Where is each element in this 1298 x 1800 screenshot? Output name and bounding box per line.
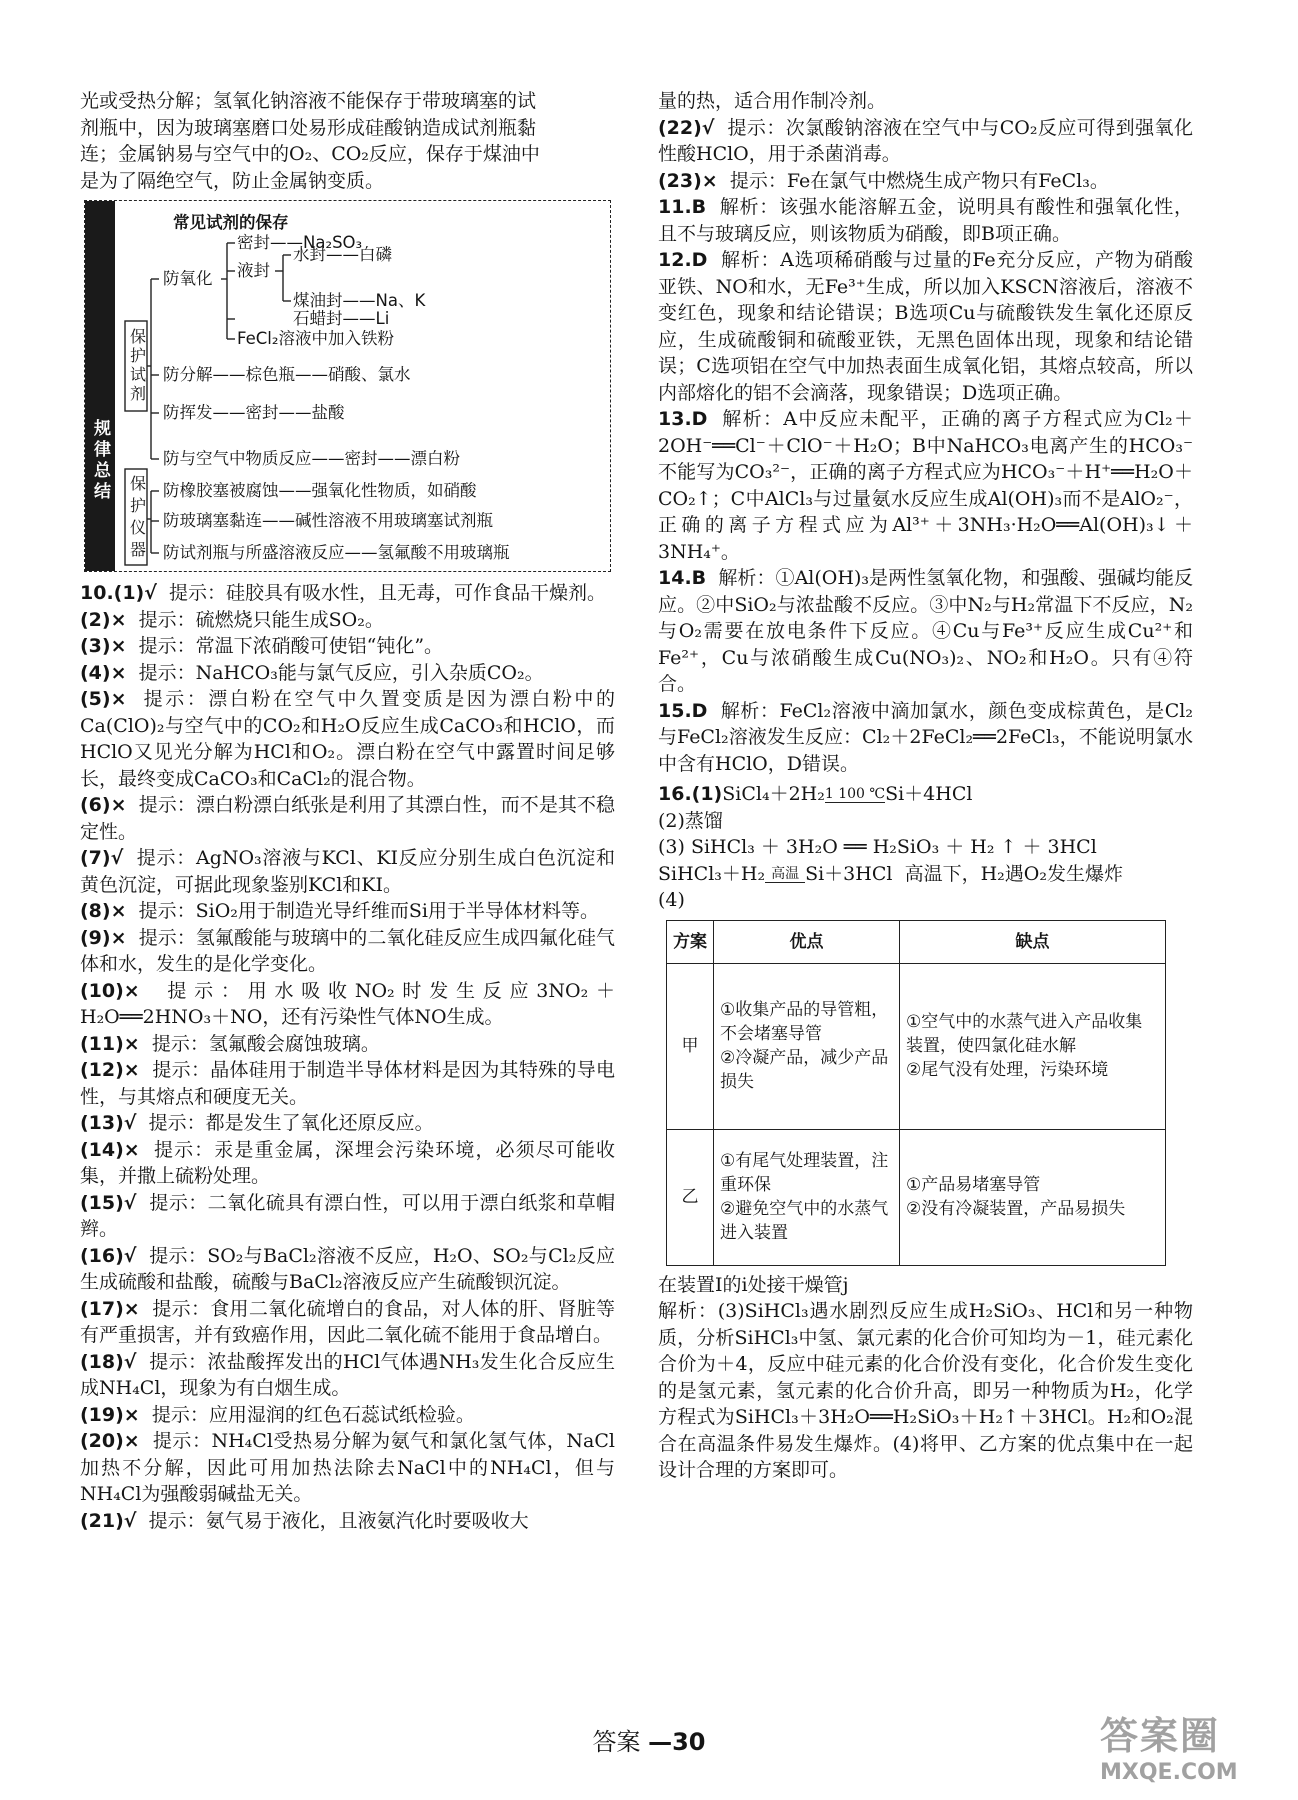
q16-after-table: 在装置Ⅰ的i处接干燥管j	[658, 1273, 849, 1296]
item-text: 提示：AgNO₃溶液与KCl、KI反应分别生成白色沉淀和黄色沉淀，可据此现象鉴别KCl和KI。	[80, 847, 615, 896]
intro-line: 连；金属钠易与空气中的O₂、CO₂反应，保存于煤油中	[80, 143, 540, 165]
answer-item	[80, 978, 615, 1031]
answer-item	[80, 633, 615, 660]
anti-glass-sticking: 防玻璃塞黏连——碱性溶液不用玻璃塞试剂瓶	[163, 511, 493, 530]
pros-cell	[714, 963, 900, 1129]
item-text: 提示：NH₄Cl受热易分解为氨气和氯化氢气体，NaCl加热不分解，因此可用加热法除去NaCl中的NH₄Cl，但与NH₄Cl为强酸弱碱盐无关。	[80, 1430, 615, 1505]
answer-item	[80, 1428, 615, 1508]
answer-item	[658, 115, 1193, 168]
q16-analysis: 解析：(3)SiHCl₃遇水剧烈反应生成H₂SiO₃、HCl和另一种物质，分析SiHCl₃中氢、氯元素的化合价可知均为－1，硅元素化合价为＋4，反应中硅元素的化合价没有变化，化合价发生变化的是氢元素，氢元素的化合价升高，即另一种物质为H₂，化学方程式为SiHCl₃＋3H₂O══H₂SiO₃＋H₂↑＋3HCl。H₂和O₂混合在高温条件易发生爆炸。(4)将甲、乙方案的优点集中在一起设计合理的方案即可。	[658, 1300, 1193, 1481]
anti-volatile: 防挥发——密封——盐酸	[163, 403, 345, 422]
item-text: 提示：SO₂与BaCl₂溶液不反应，H₂O、SO₂与Cl₂反应生成硫酸和盐酸，硫酸与BaCl₂溶液反应产生硫酸钡沉淀。	[80, 1244, 615, 1293]
eq2-left: SiHCl₃＋H₂	[658, 862, 766, 885]
pros-cell	[714, 1129, 900, 1265]
cons-line: ②没有冷凝装置，产品易损失	[905, 1199, 1126, 1219]
item-text: 提示：SiO₂用于制造光导纤维而Si用于半导体材料等。	[138, 900, 599, 922]
item-text: 提示：常温下浓硝酸可使铝“钝化”。	[138, 635, 444, 657]
header-plan: 方案	[667, 920, 714, 963]
answer-item	[658, 247, 1193, 406]
q16-part-3: (3) SiHCl₃ ＋ 3H₂O ══ H₂SiO₃ ＋ H₂ ↑ ＋ 3HCl	[658, 836, 1097, 858]
eq1-condition-text: 1 100 ℃	[824, 786, 886, 802]
item-text: 提示：氢氟酸会腐蚀玻璃。	[151, 1032, 380, 1055]
item-number: (5)×	[80, 688, 127, 710]
plan-comparison-table	[666, 920, 1166, 1266]
item-text: 提示：汞是重金属，深埋会污染环境，必须尽可能收集，并撒上硫粉处理。	[80, 1138, 615, 1187]
q16-part-4: (4)	[658, 889, 685, 911]
item-number: 13.D	[658, 408, 708, 430]
eq1-right: Si＋4HCl	[885, 783, 973, 805]
item-text: 提示：NaHCO₃能与氯气反应，引入杂质CO₂。	[138, 661, 544, 684]
item-number: 15.D	[658, 699, 708, 722]
answer-item	[658, 565, 1193, 698]
cons-line: ①空气中的水蒸气进入产品收集装置，使四氯化硅水解	[905, 1012, 1143, 1056]
item-number: (21)√	[80, 1509, 137, 1532]
plan-key: 乙	[667, 1129, 714, 1265]
item-number: 16.(1)	[658, 783, 723, 805]
eq2-condition-text: 高温	[771, 865, 800, 882]
item-text: 解析：①Al(OH)₃是两性氢氧化物，和强酸、强碱均能反应。②中SiO₂与浓盐酸不反应。③中N₂与H₂常温下不反应，N₂与O₂需要在放电条件下反应。④Cu与Fe³⁺反应生成Cu²⁺和Fe²⁺，Cu与浓硝酸生成Cu(NO₃)₂、NO₂和H₂O。只有④符合。	[658, 567, 1193, 695]
item-number: (11)×	[80, 1032, 140, 1055]
anti-air-reaction: 防与空气中物质反应——密封——漂白粉	[163, 449, 460, 468]
cons-cell	[899, 963, 1165, 1129]
seal-na2so3: 密封——Na₂SO₃	[237, 233, 363, 252]
watermark-logo	[1100, 1705, 1270, 1785]
item-number: (19)×	[80, 1403, 140, 1426]
item-text: 提示：浓盐酸挥发出的HCl气体遇NH₃发生化合反应生成NH₄Cl，现象为有白烟生成。	[80, 1350, 615, 1399]
item-number: (8)×	[80, 900, 127, 922]
item-number: (2)×	[80, 608, 127, 631]
item-number: (3)×	[80, 635, 127, 657]
item-text: 提示：硅胶具有吸水性，且无毒，可作食品干燥剂。	[169, 582, 607, 604]
instruments-label: 保护仪器	[130, 474, 147, 559]
anti-bottle-reaction: 防试剂瓶与所盛溶液反应——氢氟酸不用玻璃瓶	[163, 543, 510, 562]
rule-summary-box	[84, 200, 611, 572]
answer-item	[80, 1349, 615, 1402]
pros-line: ①有尾气处理装置，注重环保	[720, 1151, 889, 1195]
header-cons: 缺点	[899, 920, 1165, 963]
item-text: 解析：A中反应未配平，正确的离子方程式应为Cl₂＋2OH⁻══Cl⁻＋ClO⁻＋H₂O；B中NaHCO₃电离产生的HCO₃⁻不能写为CO₃²⁻，正确的离子方程式应为HCO₃⁻＋H⁺══H₂O＋CO₂↑；C中AlCl₃与过量氨水反应生成Al(OH)₃而不是AlO₂⁻，正确的离子方程式应为Al³⁺＋3NH₃·H₂O══Al(OH)₃↓＋3NH₄⁺。	[658, 408, 1193, 563]
anti-rubber-corrosion: 防橡胶塞被腐蚀——强氧化性物质，如硝酸	[163, 481, 477, 500]
item-number: (20)×	[80, 1430, 140, 1452]
answer-item	[80, 1137, 615, 1190]
intro-line: 是为了隔绝空气，防止金属钠变质。	[80, 169, 385, 192]
answer-item	[80, 686, 615, 792]
answer-item	[80, 792, 615, 845]
item-number: (7)√	[80, 847, 124, 869]
item-number: (13)√	[80, 1112, 137, 1134]
pros-line: ①收集产品的导管粗，不会堵塞导管	[720, 1000, 889, 1044]
item-text: 提示：食用二氧化硫增白的食品，对人体的肝、肾脏等有严重损害，并有致癌作用，因此二氧化硫不能用于食品增白。	[80, 1297, 615, 1346]
eq2-note: 高温下，H₂遇O₂发生爆炸	[904, 862, 1123, 885]
watermark-bottom: MXQE.COM	[1100, 1760, 1238, 1785]
footer-label: 答案	[592, 1728, 641, 1756]
cons-line: ①产品易堵塞导管	[905, 1175, 1041, 1195]
intro-line: 光或受热分解；氢氧化钠溶液不能保存于带玻璃塞的试	[80, 90, 537, 112]
item-text: 提示：应用湿润的红色石蕊试纸检验。	[151, 1403, 475, 1426]
item-number: (4)×	[80, 661, 127, 684]
item-text: 提示：都是发生了氧化还原反应。	[148, 1112, 434, 1134]
watermark-top: 答案圈	[1100, 1714, 1221, 1758]
eq1-condition	[825, 787, 885, 803]
page-number: —30	[648, 1728, 706, 1756]
item-number: (17)×	[80, 1297, 140, 1320]
answer-item	[80, 1057, 615, 1110]
liquid-seal: 液封	[237, 261, 270, 280]
item-number: (6)×	[80, 794, 127, 816]
answer-item	[80, 580, 615, 607]
item-number: (9)×	[80, 926, 127, 949]
item-text: 提示：用水吸收NO₂时发生反应3NO₂＋H₂O══2HNO₃＋NO，还有污染性气体NO生成。	[80, 979, 615, 1028]
right-column	[658, 88, 1193, 1484]
answer-item	[80, 1508, 615, 1535]
question-10-list	[80, 580, 615, 1534]
plan-key: 甲	[667, 963, 714, 1129]
anti-oxidation: 防氧化	[163, 269, 213, 288]
item-text: 提示：次氯酸钠溶液在空气中与CO₂反应可得到强氧化性酸HClO，用于杀菌消毒。	[658, 116, 1193, 165]
answer-item	[80, 1110, 615, 1137]
summary-title: 常见试剂的保存	[173, 213, 289, 232]
table-header-row	[667, 920, 1166, 963]
q16-equation-2	[658, 861, 1193, 888]
item-text: 提示：漂白粉在空气中久置变质是因为漂白粉中的Ca(ClO)₂与空气中的CO₂和H₂O反应生成CaCO₃和HClO，而HClO又见光分解为HCl和O₂。漂白粉在空气中露置时间足够长，最终变成CaCO₃和CaCl₂的混合物。	[80, 688, 615, 790]
item-number: (12)×	[80, 1059, 140, 1081]
intro-paragraph	[80, 88, 615, 194]
answer-item	[80, 1031, 615, 1058]
kerosene-seal: 煤油封——Na、K	[293, 291, 426, 310]
answer-item	[80, 660, 615, 687]
item-number: (23)×	[658, 169, 718, 192]
table-row	[667, 1129, 1166, 1265]
answer-item	[80, 845, 615, 898]
item-number: (15)√	[80, 1191, 137, 1214]
left-column	[80, 88, 615, 1534]
answer-item	[80, 925, 615, 978]
table-row	[667, 963, 1166, 1129]
pros-line: ②避免空气中的水蒸气进入装置	[720, 1199, 889, 1243]
cons-line: ②尾气没有处理，污染环境	[905, 1060, 1109, 1080]
item-text: 解析：FeCl₂溶液中滴加氯水，颜色变成棕黄色，是Cl₂与FeCl₂溶液发生反应：Cl₂＋2FeCl₂══2FeCl₃，不能说明氯水中含有HClO，D错误。	[658, 699, 1193, 775]
pros-line: ②冷凝产品，减少产品损失	[720, 1048, 889, 1092]
item-number: (22)√	[658, 116, 715, 139]
item-text: 提示：Fe在氯气中燃烧生成产物只有FeCl₃。	[729, 169, 1109, 192]
item-text: 解析：A选项稀硝酸与过量的Fe充分反应，产物为硝酸亚铁、NO和水，无Fe³⁺生成，所以加入KSCN溶液后，溶液不变红色，现象和结论错误；B选项Cu与硫酸铁发生氧化还原反应，生成硫酸铜和硫酸亚铁，无黑色固体出现，现象和结论错误；C选项铝在空气中加热表面生成氧化铝，其熔点较高，所以内部熔化的铝不会滴落，现象错误；D选项正确。	[658, 249, 1193, 404]
item-number: 14.B	[658, 567, 707, 589]
reagents-label: 保护试剂	[130, 327, 147, 403]
question-16	[658, 781, 1193, 1484]
answer-item	[658, 406, 1193, 565]
item-text: 提示：晶体硅用于制造半导体材料是因为其特殊的导电性，与其熔点和硬度无关。	[80, 1059, 615, 1108]
eq1-left: SiCl₄＋2H₂	[722, 783, 825, 805]
answer-item	[80, 607, 615, 634]
item-number: (16)√	[80, 1244, 137, 1267]
answer-item	[658, 698, 1193, 778]
answer-item	[80, 898, 615, 925]
item-number: 12.D	[658, 249, 708, 271]
item-number: (14)×	[80, 1138, 140, 1161]
anti-decomposition: 防分解——棕色瓶——硝酸、氯水	[163, 365, 411, 384]
q16-part-2: (2)蒸馏	[658, 809, 723, 832]
item-text: 提示：氢氟酸能与玻璃中的二氧化硅反应生成四氟化硅气体和水，发生的是化学变化。	[80, 926, 615, 975]
continuation-text: 量的热，适合用作制冷剂。	[658, 90, 887, 112]
item-text: 提示：漂白粉漂白纸张是利用了其漂白性，而不是其不稳定性。	[80, 794, 615, 843]
answer-item	[80, 1296, 615, 1349]
item-text: 提示：二氧化硫具有漂白性，可以用于漂白纸浆和草帽辫。	[80, 1191, 615, 1240]
answer-item	[80, 1402, 615, 1429]
answer-item	[80, 1190, 615, 1243]
answer-item	[658, 168, 1193, 195]
fecl2-iron: FeCl₂溶液中加入铁粉	[237, 329, 394, 348]
cons-cell	[899, 1129, 1165, 1265]
intro-line: 剂瓶中，因为玻璃塞磨口处易形成硅酸钠造成试剂瓶黏	[80, 116, 537, 139]
item-text: 提示：氨气易于液化，且液氨汽化时要吸收大	[148, 1509, 529, 1532]
header-pros: 优点	[714, 920, 900, 963]
item-text: 解析：该强水能溶解五金，说明具有酸性和强氧化性，且不与玻璃反应，则该物质为硝酸，即B项正确。	[658, 196, 1193, 245]
summary-band: 规律总结	[85, 201, 115, 571]
item-number: (18)√	[80, 1350, 137, 1373]
eq2-condition	[765, 867, 805, 883]
item-text: 提示：硫燃烧只能生成SO₂。	[138, 608, 384, 631]
water-seal: 水封——白磷	[293, 245, 392, 264]
answer-item	[658, 194, 1193, 247]
item-number: (10)×	[80, 979, 140, 1002]
item-number: 10.(1)√	[80, 582, 157, 604]
answer-item	[80, 1243, 615, 1296]
wax-seal: 石蜡封——Li	[293, 309, 390, 328]
eq2-right: Si＋3HCl	[805, 862, 893, 885]
item-number: 11.B	[658, 196, 707, 218]
q16-equation-1	[658, 781, 1193, 808]
